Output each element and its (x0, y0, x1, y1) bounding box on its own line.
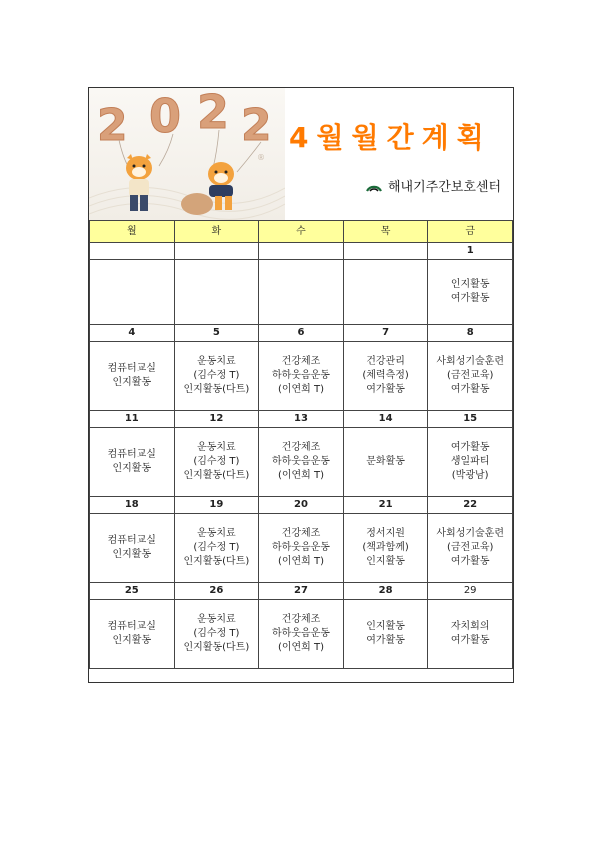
date-cell: 27 (259, 583, 344, 600)
activity-item: 인지활동(다트) (183, 556, 250, 567)
activity-row (90, 428, 513, 497)
activity-item: (이연희 T) (277, 642, 325, 653)
activity-item: 인지활동 (112, 377, 152, 388)
calendar-body (90, 243, 513, 669)
activity-item: (김수정 T) (193, 542, 240, 553)
activity-item: 건강체조 (281, 614, 321, 625)
date-cell: 6 (259, 325, 344, 342)
activity-item: 운동치료 (197, 442, 236, 453)
weekday-header: 화 (174, 221, 259, 243)
date-cell: 4 (90, 325, 175, 342)
date-cell: 21 (343, 497, 428, 514)
date-cell: 29 (428, 583, 513, 600)
activity-item: 건강체조 (281, 356, 321, 367)
activity-item: 컴퓨터교실 (107, 621, 156, 632)
date-row (90, 243, 513, 260)
activity-item: 생일파티 (450, 456, 490, 467)
activity-item: (김수정 T) (193, 370, 240, 381)
weekday-header: 수 (259, 221, 344, 243)
weekday-header: 월 (90, 221, 175, 243)
activity-item: 여가활동 (366, 384, 405, 395)
activity-cell (343, 514, 428, 583)
tiger-left (126, 154, 152, 211)
date-cell: 15 (428, 411, 513, 428)
balloon-digit: 2 (197, 88, 230, 139)
activity-cell (259, 260, 344, 325)
date-row (90, 325, 513, 342)
activity-cell (174, 600, 259, 669)
page-title: 4월월간계획 (289, 121, 492, 154)
date-cell: 26 (174, 583, 259, 600)
activity-item: 건강체조 (281, 528, 321, 539)
activity-cell (90, 260, 175, 325)
activity-item: 컴퓨터교실 (107, 363, 156, 374)
activity-cell (428, 514, 513, 583)
activity-row (90, 260, 513, 325)
activity-cell (90, 600, 175, 669)
activity-item: (금전교육) (446, 370, 494, 381)
date-cell: 28 (343, 583, 428, 600)
activity-item: 인지활동 (112, 549, 152, 560)
tiger-illustration-icon (89, 88, 285, 220)
date-cell: 19 (174, 497, 259, 514)
date-cell: 14 (343, 411, 428, 428)
tiger-2022-illustration (89, 88, 285, 220)
activity-cell (428, 600, 513, 669)
activity-item: 컴퓨터교실 (107, 449, 156, 460)
activity-row (90, 514, 513, 583)
activity-cell (259, 600, 344, 669)
activity-item: 자치회의 (450, 621, 490, 632)
date-cell: 8 (428, 325, 513, 342)
activity-item: 여가활동 (450, 293, 490, 304)
date-cell: 12 (174, 411, 259, 428)
date-cell (259, 243, 344, 260)
date-cell (174, 243, 259, 260)
date-cell: 18 (90, 497, 175, 514)
activity-cell (428, 260, 513, 325)
header-banner (89, 88, 513, 220)
monthly-schedule-table (89, 220, 513, 669)
date-cell: 22 (428, 497, 513, 514)
activity-row (90, 342, 513, 411)
activity-item: (이연희 T) (277, 556, 325, 567)
activity-item: 컴퓨터교실 (107, 535, 156, 546)
organization-label: 해내기주간보호센터 (388, 180, 502, 195)
organization-name (365, 176, 501, 195)
activity-item: 운동치료 (197, 356, 236, 367)
activity-cell (343, 260, 428, 325)
activity-item: 사회성기술훈련 (436, 528, 504, 539)
activity-item: 하하웃음운동 (272, 628, 330, 639)
date-row (90, 497, 513, 514)
activity-cell (174, 428, 259, 497)
activity-cell (174, 260, 259, 325)
activity-cell (90, 428, 175, 497)
activity-item: 여가활동 (450, 556, 490, 567)
activity-cell (343, 600, 428, 669)
activity-row (90, 600, 513, 669)
activity-item: 건강체조 (281, 442, 321, 453)
activity-item: (이연희 T) (277, 384, 325, 395)
activity-cell (343, 342, 428, 411)
activity-item: (체력측정) (362, 370, 409, 381)
activity-item: 인지활동 (112, 635, 152, 646)
activity-item: (금전교육) (446, 542, 494, 553)
date-cell: 1 (428, 243, 513, 260)
activity-cell (90, 514, 175, 583)
activity-item: 인지활동(다트) (183, 470, 250, 481)
activity-cell (428, 428, 513, 497)
activity-item: (김수정 T) (193, 456, 240, 467)
activity-item: (책과함께) (362, 542, 409, 553)
balloon-digit: 2 (241, 100, 272, 151)
balloon-digit: 0 (149, 89, 182, 143)
activity-cell (343, 428, 428, 497)
date-cell (90, 243, 175, 260)
activity-item: 운동치료 (197, 614, 236, 625)
activity-item: 사회성기술훈련 (436, 356, 504, 367)
weekday-header: 금 (428, 221, 513, 243)
activity-cell (259, 342, 344, 411)
activity-item: 여가활동 (450, 442, 490, 453)
date-row (90, 411, 513, 428)
activity-cell (428, 342, 513, 411)
activity-item: 하하웃음운동 (272, 370, 330, 381)
organization-logo-icon (365, 179, 383, 193)
activity-item: 문화활동 (366, 456, 405, 467)
activity-item: 여가활동 (366, 635, 405, 646)
activity-item: 건강관리 (366, 356, 405, 367)
activity-item: (박광남) (451, 470, 489, 481)
activity-cell (174, 342, 259, 411)
activity-item: 하하웃음운동 (272, 456, 330, 467)
activity-cell (174, 514, 259, 583)
activity-item: 인지활동(다트) (183, 384, 250, 395)
date-cell (343, 243, 428, 260)
activity-item: 인지활동(다트) (183, 642, 250, 653)
date-cell: 13 (259, 411, 344, 428)
balloon-digit: 2 (97, 100, 128, 151)
activity-item: 인지활동 (366, 621, 405, 632)
activity-cell (90, 342, 175, 411)
weekday-header-row (90, 221, 513, 243)
activity-item: 인지활동 (112, 463, 152, 474)
date-cell: 25 (90, 583, 175, 600)
activity-cell (259, 514, 344, 583)
date-cell: 7 (343, 325, 428, 342)
activity-item: 여가활동 (450, 384, 490, 395)
weekday-header: 목 (343, 221, 428, 243)
date-cell: 20 (259, 497, 344, 514)
date-cell: 5 (174, 325, 259, 342)
date-cell: 11 (90, 411, 175, 428)
calendar-sheet (88, 87, 514, 683)
activity-item: 여가활동 (450, 635, 490, 646)
tiger-right (181, 162, 234, 215)
activity-cell (259, 428, 344, 497)
activity-item: 정서지원 (366, 528, 405, 539)
activity-item: (이연희 T) (277, 470, 325, 481)
activity-item: 하하웃음운동 (272, 542, 330, 553)
activity-item: (김수정 T) (193, 628, 240, 639)
activity-item: 인지활동 (366, 556, 405, 567)
date-row (90, 583, 513, 600)
activity-item: 인지활동 (450, 279, 490, 290)
activity-item: 운동치료 (197, 528, 236, 539)
svg-text:®: ® (257, 153, 265, 162)
